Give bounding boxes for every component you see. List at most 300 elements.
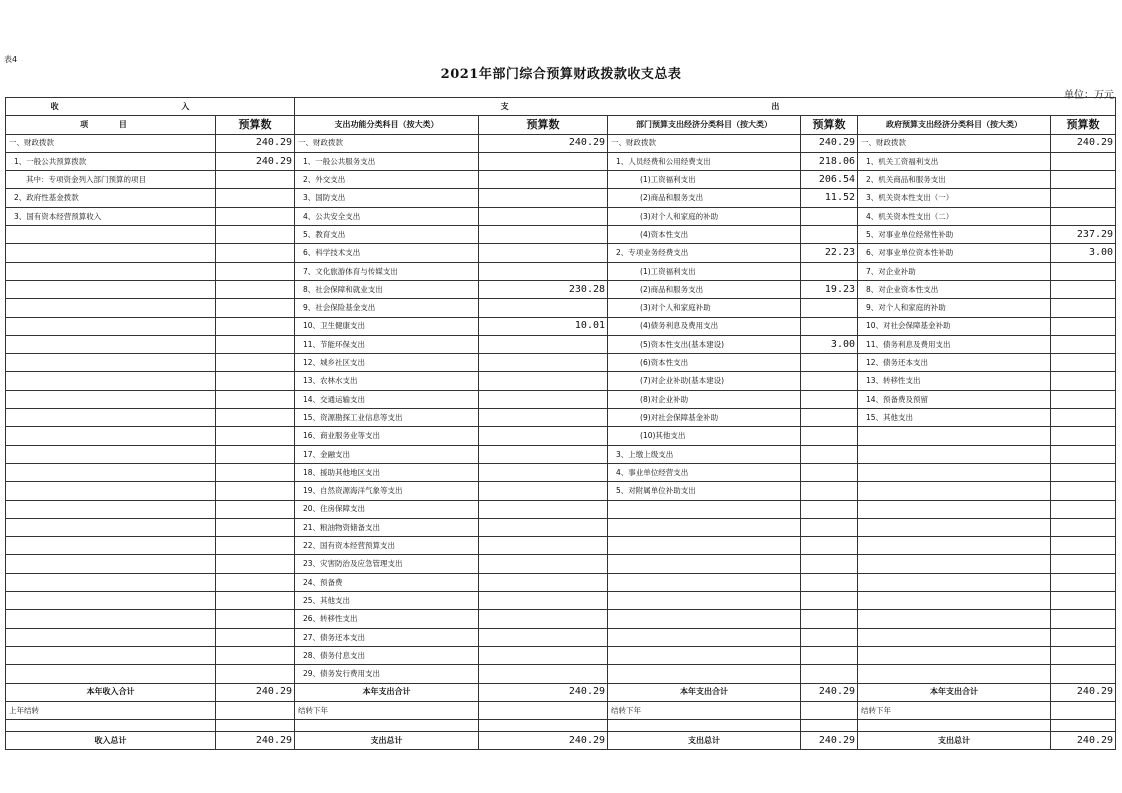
table-row: [6, 226, 1116, 244]
expense-subtotal-value: 240.29: [479, 683, 608, 701]
gov-econ-item: [858, 610, 1051, 628]
blank-cell: [6, 720, 216, 732]
income-item: [6, 646, 216, 664]
income-budget: [216, 610, 295, 628]
income-budget: [216, 262, 295, 280]
gov-econ-item: [858, 573, 1051, 591]
func-budget: [479, 555, 608, 573]
blank-cell: [216, 720, 295, 732]
blank-cell: [801, 720, 858, 732]
func-budget: [479, 610, 608, 628]
dept-econ-budget: 240.29: [801, 134, 858, 152]
expense-header: 支 出: [295, 98, 1116, 116]
func-item: 1、一般公共服务支出: [295, 152, 479, 170]
func-budget: [479, 518, 608, 536]
table-row: [6, 555, 1116, 573]
dept-econ-budget: 19.23: [801, 280, 858, 298]
dept-econ-item: (2)商品和服务支出: [608, 189, 801, 207]
gov-econ-item: 3、机关资本性支出（一）: [858, 189, 1051, 207]
gov-econ-budget: [1051, 482, 1116, 500]
func-item: 17、金融支出: [295, 445, 479, 463]
income-item: [6, 299, 216, 317]
dept-econ-item: (5)资本性支出(基本建设): [608, 335, 801, 353]
income-budget: [216, 207, 295, 225]
func-item: 27、债务还本支出: [295, 628, 479, 646]
income-item: [6, 409, 216, 427]
func-budget: 230.28: [479, 280, 608, 298]
dept-econ-item: [608, 555, 801, 573]
income-item: [6, 518, 216, 536]
income-budget: [216, 244, 295, 262]
col-item-header: 项 目: [6, 116, 216, 134]
dept-econ-item: (4)资本性支出: [608, 226, 801, 244]
col-dept-econ-header: 部门预算支出经济分类科目（按大类）: [608, 116, 801, 134]
gov-econ-budget: [1051, 445, 1116, 463]
func-budget: 10.01: [479, 317, 608, 335]
func-item: 14、交通运输支出: [295, 390, 479, 408]
dept-econ-item: 3、上缴上级支出: [608, 445, 801, 463]
dept-econ-budget: [801, 555, 858, 573]
expense-subtotal-label: 本年支出合计: [295, 683, 479, 701]
unit-label: 单位：万元: [1064, 90, 1114, 101]
func-budget: [479, 372, 608, 390]
prev-year-carryover-label: 上年结转: [6, 701, 216, 719]
dept-econ-item: [608, 518, 801, 536]
gov-econ-budget: [1051, 207, 1116, 225]
dept-econ-item: [608, 500, 801, 518]
func-item: 11、节能环保支出: [295, 335, 479, 353]
gov-econ-item: 13、转移性支出: [858, 372, 1051, 390]
income-item: [6, 665, 216, 683]
gov-econ-budget: [1051, 354, 1116, 372]
dept-econ-budget: [801, 518, 858, 536]
dept-econ-item: (1)工资福利支出: [608, 171, 801, 189]
gov-econ-item: [858, 463, 1051, 481]
gov-econ-item: 1、机关工资福利支出: [858, 152, 1051, 170]
blank-cell: [858, 720, 1051, 732]
dept-econ-item: [608, 628, 801, 646]
gov-econ-item: 12、债务还本支出: [858, 354, 1051, 372]
gov-econ-item: [858, 592, 1051, 610]
gov-econ-item: [858, 555, 1051, 573]
dept-econ-budget: [801, 207, 858, 225]
dept-econ-item: (3)对个人和家庭补助: [608, 299, 801, 317]
gov-econ-item: 10、对社会保障基金补助: [858, 317, 1051, 335]
dept-econ-budget: [801, 482, 858, 500]
carry-next-year-label: 结转下年: [858, 701, 1051, 719]
income-budget: [216, 592, 295, 610]
func-budget: [479, 646, 608, 664]
dept-econ-budget: [801, 646, 858, 664]
dept-econ-budget: [801, 665, 858, 683]
func-item: 16、商业服务业等支出: [295, 427, 479, 445]
dept-econ-item: 一、财政拨款: [608, 134, 801, 152]
gov-econ-item: 11、债务利息及费用支出: [858, 335, 1051, 353]
gov-econ-budget: [1051, 299, 1116, 317]
gov-econ-budget: [1051, 152, 1116, 170]
dept-econ-item: (3)对个人和家庭的补助: [608, 207, 801, 225]
func-item: 22、国有资本经营预算支出: [295, 537, 479, 555]
income-item: [6, 244, 216, 262]
table-row: [6, 372, 1116, 390]
gov-econ-budget: [1051, 463, 1116, 481]
blank-cell: [608, 720, 801, 732]
gov-econ-budget: [1051, 427, 1116, 445]
dept-econ-item: (4)债务利息及费用支出: [608, 317, 801, 335]
income-budget: [216, 354, 295, 372]
func-item: 23、灾害防治及应急管理支出: [295, 555, 479, 573]
income-budget: 240.29: [216, 152, 295, 170]
gov-econ-item: [858, 500, 1051, 518]
table-row: [6, 280, 1116, 298]
func-budget: [479, 463, 608, 481]
dept-econ-budget: [801, 299, 858, 317]
table-row: [6, 573, 1116, 591]
dept-econ-budget: 11.52: [801, 189, 858, 207]
dept-econ-budget: [801, 354, 858, 372]
dept-econ-item: [608, 646, 801, 664]
income-budget: [216, 482, 295, 500]
table-row: [6, 409, 1116, 427]
income-budget: [216, 390, 295, 408]
expense-total-label: 支出总计: [858, 732, 1051, 750]
gov-econ-budget: 240.29: [1051, 134, 1116, 152]
income-budget: [216, 171, 295, 189]
income-item: [6, 482, 216, 500]
gov-econ-item: [858, 518, 1051, 536]
dept-econ-budget: 22.23: [801, 244, 858, 262]
income-budget: [216, 427, 295, 445]
income-budget: [216, 317, 295, 335]
table-row: [6, 299, 1116, 317]
gov-econ-item: 一、财政拨款: [858, 134, 1051, 152]
dept-econ-budget: 3.00: [801, 335, 858, 353]
gov-econ-budget: [1051, 610, 1116, 628]
gov-econ-item: 7、对企业补助: [858, 262, 1051, 280]
dept-econ-item: 5、对附属单位补助支出: [608, 482, 801, 500]
table-row: [6, 335, 1116, 353]
gov-econ-budget: [1051, 555, 1116, 573]
func-budget: [479, 592, 608, 610]
income-budget: [216, 463, 295, 481]
income-item: 一、财政拨款: [6, 134, 216, 152]
gov-econ-budget: [1051, 537, 1116, 555]
income-item: [6, 555, 216, 573]
func-item: 18、援助其他地区支出: [295, 463, 479, 481]
income-budget: [216, 537, 295, 555]
dept-econ-item: (7)对企业补助(基本建设): [608, 372, 801, 390]
income-item: [6, 317, 216, 335]
func-item: 24、预备费: [295, 573, 479, 591]
gov-econ-budget: [1051, 372, 1116, 390]
gov-econ-item: [858, 427, 1051, 445]
gov-econ-item: [858, 665, 1051, 683]
income-item: [6, 592, 216, 610]
table-row: [6, 463, 1116, 481]
func-budget: [479, 152, 608, 170]
dept-econ-item: [608, 537, 801, 555]
gov-econ-item: 5、对事业单位经常性补助: [858, 226, 1051, 244]
income-budget: [216, 335, 295, 353]
income-total-label: 收入总计: [6, 732, 216, 750]
func-budget: [479, 244, 608, 262]
gov-econ-budget: 3.00: [1051, 244, 1116, 262]
income-budget: [216, 628, 295, 646]
income-item: 1、一般公共预算拨款: [6, 152, 216, 170]
income-item: [6, 573, 216, 591]
gov-econ-item: [858, 482, 1051, 500]
table-row: [6, 152, 1116, 170]
income-item: [6, 610, 216, 628]
gov-econ-item: [858, 537, 1051, 555]
dept-econ-budget: [801, 573, 858, 591]
func-item: 8、社会保障和就业支出: [295, 280, 479, 298]
income-item: [6, 390, 216, 408]
gov-econ-item: 6、对事业单位资本性补助: [858, 244, 1051, 262]
dept-econ-budget: [801, 610, 858, 628]
dept-econ-budget: [801, 537, 858, 555]
dept-econ-budget: [801, 226, 858, 244]
gov-econ-item: 9、对个人和家庭的补助: [858, 299, 1051, 317]
income-item: 3、国有资本经营预算收入: [6, 207, 216, 225]
func-item: 28、债务付息支出: [295, 646, 479, 664]
func-budget: [479, 482, 608, 500]
income-subtotal-value: 240.29: [216, 683, 295, 701]
func-item: 2、外交支出: [295, 171, 479, 189]
dept-econ-budget: [801, 445, 858, 463]
dept-econ-budget: [801, 372, 858, 390]
income-item: [6, 280, 216, 298]
income-budget: [216, 409, 295, 427]
func-item: 25、其他支出: [295, 592, 479, 610]
gov-econ-budget: [1051, 262, 1116, 280]
func-budget: [479, 665, 608, 683]
func-item: 12、城乡社区支出: [295, 354, 479, 372]
gov-econ-budget: [1051, 573, 1116, 591]
table-row: [6, 207, 1116, 225]
gov-econ-budget: [1051, 500, 1116, 518]
income-budget: 240.29: [216, 134, 295, 152]
func-budget: [479, 573, 608, 591]
gov-econ-budget: [1051, 409, 1116, 427]
blank-cell: [479, 720, 608, 732]
func-item: 29、债务发行费用支出: [295, 665, 479, 683]
func-item: 5、教育支出: [295, 226, 479, 244]
income-item: [6, 335, 216, 353]
income-item: [6, 372, 216, 390]
dept-econ-item: 2、专项业务经费支出: [608, 244, 801, 262]
func-budget: [479, 445, 608, 463]
dept-econ-item: (9)对社会保障基金补助: [608, 409, 801, 427]
dept-econ-item: 1、人员经费和公用经费支出: [608, 152, 801, 170]
func-budget: [479, 207, 608, 225]
table-row: [6, 390, 1116, 408]
func-item: 7、文化旅游体育与传媒支出: [295, 262, 479, 280]
dept-econ-item: (2)商品和服务支出: [608, 280, 801, 298]
table-row: [6, 171, 1116, 189]
expense-subtotal-label: 本年支出合计: [608, 683, 801, 701]
func-budget: [479, 409, 608, 427]
func-item: 26、转移性支出: [295, 610, 479, 628]
carry-next-year-value: [479, 701, 608, 719]
col-func-header: 支出功能分类科目（按大类）: [295, 116, 479, 134]
gov-econ-budget: [1051, 390, 1116, 408]
dept-econ-item: [608, 610, 801, 628]
dept-econ-budget: [801, 628, 858, 646]
expense-subtotal-value: 240.29: [1051, 683, 1116, 701]
income-budget: [216, 189, 295, 207]
func-item: 21、粮油物资储备支出: [295, 518, 479, 536]
gov-econ-budget: [1051, 280, 1116, 298]
func-item: 19、自然资源海洋气象等支出: [295, 482, 479, 500]
expense-subtotal-value: 240.29: [801, 683, 858, 701]
func-item: 9、社会保险基金支出: [295, 299, 479, 317]
income-budget: [216, 500, 295, 518]
func-budget: [479, 299, 608, 317]
income-item: [6, 262, 216, 280]
expense-total-value: 240.29: [801, 732, 858, 750]
col-budget-header: 预算数: [1051, 116, 1116, 134]
dept-econ-item: (6)资本性支出: [608, 354, 801, 372]
gov-econ-item: 2、机关商品和服务支出: [858, 171, 1051, 189]
table-row: [6, 518, 1116, 536]
income-budget: [216, 555, 295, 573]
table-row: [6, 628, 1116, 646]
income-item: [6, 226, 216, 244]
col-budget-header: 预算数: [216, 116, 295, 134]
gov-econ-budget: [1051, 171, 1116, 189]
gov-econ-item: [858, 628, 1051, 646]
func-budget: [479, 226, 608, 244]
carry-next-year-value: [1051, 701, 1116, 719]
income-budget: [216, 280, 295, 298]
prev-year-carryover-value: [216, 701, 295, 719]
table-row: [6, 244, 1116, 262]
income-item: [6, 354, 216, 372]
expense-total-value: 240.29: [479, 732, 608, 750]
income-budget: [216, 299, 295, 317]
table-row: [6, 482, 1116, 500]
income-item: [6, 445, 216, 463]
gov-econ-budget: 237.29: [1051, 226, 1116, 244]
func-item: 6、科学技术支出: [295, 244, 479, 262]
income-item: [6, 463, 216, 481]
income-item: [6, 500, 216, 518]
income-total-value: 240.29: [216, 732, 295, 750]
gov-econ-budget: [1051, 592, 1116, 610]
func-item: 20、住房保障支出: [295, 500, 479, 518]
func-item: 4、公共安全支出: [295, 207, 479, 225]
gov-econ-budget: [1051, 518, 1116, 536]
func-budget: [479, 171, 608, 189]
func-item: 10、卫生健康支出: [295, 317, 479, 335]
gov-econ-budget: [1051, 335, 1116, 353]
table-number: 表4: [4, 55, 18, 64]
func-item: 一、财政拨款: [295, 134, 479, 152]
dept-econ-item: [608, 592, 801, 610]
expense-total-label: 支出总计: [295, 732, 479, 750]
func-budget: [479, 189, 608, 207]
table-row: [6, 500, 1116, 518]
table-row: [6, 445, 1116, 463]
gov-econ-item: [858, 445, 1051, 463]
expense-total-value: 240.29: [1051, 732, 1116, 750]
carry-next-year-value: [801, 701, 858, 719]
func-budget: [479, 262, 608, 280]
income-item: [6, 427, 216, 445]
gov-econ-item: 8、对企业资本性支出: [858, 280, 1051, 298]
gov-econ-budget: [1051, 646, 1116, 664]
income-item: 2、政府性基金拨款: [6, 189, 216, 207]
carry-next-year-label: 结转下年: [608, 701, 801, 719]
income-budget: [216, 445, 295, 463]
func-budget: 240.29: [479, 134, 608, 152]
gov-econ-item: 15、其他支出: [858, 409, 1051, 427]
func-budget: [479, 335, 608, 353]
table-row: [6, 262, 1116, 280]
gov-econ-item: [858, 646, 1051, 664]
table-row: [6, 537, 1116, 555]
income-budget: [216, 226, 295, 244]
income-subtotal-label: 本年收入合计: [6, 683, 216, 701]
func-item: 3、国防支出: [295, 189, 479, 207]
expense-total-label: 支出总计: [608, 732, 801, 750]
dept-econ-item: (1)工资福利支出: [608, 262, 801, 280]
income-budget: [216, 646, 295, 664]
dept-econ-budget: [801, 317, 858, 335]
dept-econ-budget: [801, 500, 858, 518]
income-item: 其中：专项资金列入部门预算的项目: [6, 171, 216, 189]
gov-econ-item: 14、预备费及预留: [858, 390, 1051, 408]
dept-econ-budget: [801, 390, 858, 408]
dept-econ-budget: [801, 592, 858, 610]
table-row: [6, 592, 1116, 610]
income-budget: [216, 518, 295, 536]
income-budget: [216, 573, 295, 591]
gov-econ-budget: [1051, 189, 1116, 207]
dept-econ-budget: 218.06: [801, 152, 858, 170]
table-row: [6, 665, 1116, 683]
col-budget-header: 预算数: [479, 116, 608, 134]
dept-econ-item: [608, 573, 801, 591]
expense-subtotal-label: 本年支出合计: [858, 683, 1051, 701]
gov-econ-budget: [1051, 317, 1116, 335]
col-budget-header: 预算数: [801, 116, 858, 134]
table-row: [6, 317, 1116, 335]
gov-econ-budget: [1051, 628, 1116, 646]
func-budget: [479, 628, 608, 646]
func-budget: [479, 500, 608, 518]
dept-econ-budget: [801, 262, 858, 280]
income-budget: [216, 372, 295, 390]
budget-table: [5, 97, 1116, 750]
page-title: 2021年部门综合预算财政拨款收支总表: [440, 67, 682, 82]
blank-cell: [295, 720, 479, 732]
func-item: 15、资源勘探工业信息等支出: [295, 409, 479, 427]
table-row: [6, 427, 1116, 445]
dept-econ-item: [608, 665, 801, 683]
func-budget: [479, 537, 608, 555]
blank-cell: [1051, 720, 1116, 732]
table-row: [6, 189, 1116, 207]
dept-econ-item: (8)对企业补助: [608, 390, 801, 408]
dept-econ-budget: [801, 409, 858, 427]
income-budget: [216, 665, 295, 683]
dept-econ-budget: [801, 427, 858, 445]
col-gov-econ-header: 政府预算支出经济分类科目（按大类）: [858, 116, 1051, 134]
func-budget: [479, 390, 608, 408]
func-budget: [479, 354, 608, 372]
